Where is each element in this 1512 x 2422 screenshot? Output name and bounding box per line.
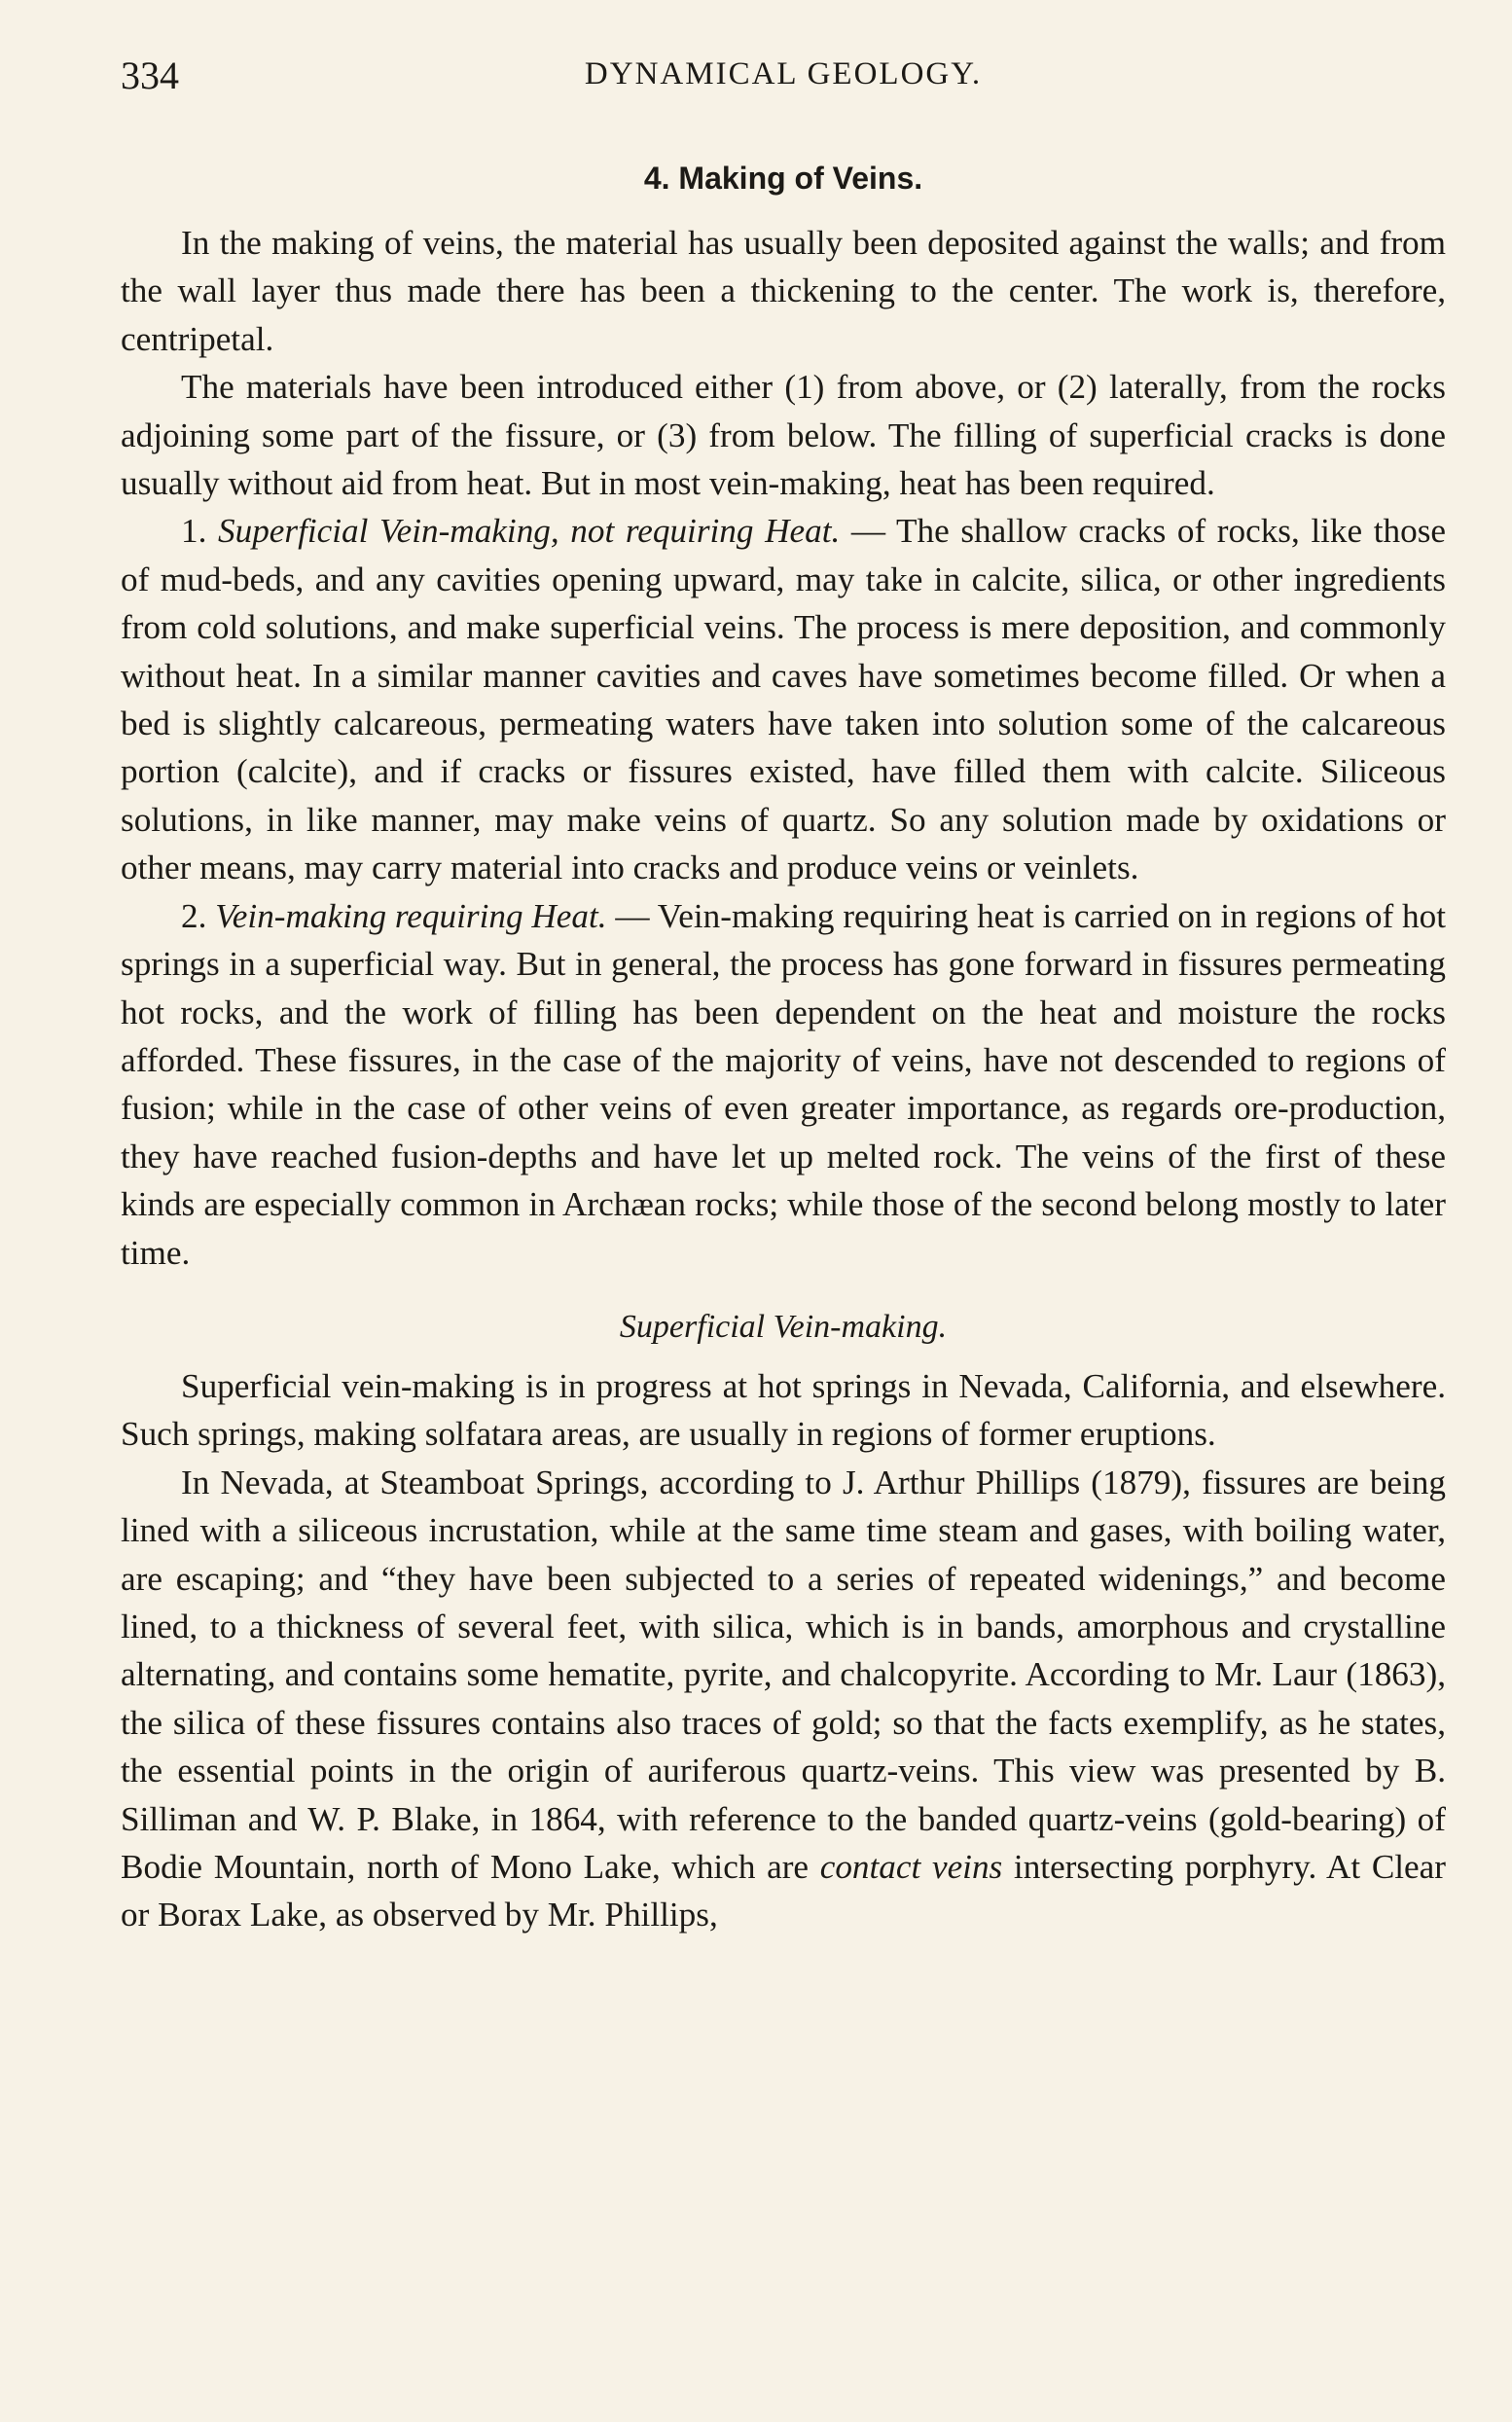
paragraph-text: intersecting porphyry. At Clear or Borax Lake, as observed by Mr. Phillips, bbox=[121, 1848, 1447, 1934]
item-body: — The shallow cracks of rocks, like those of mud-beds, and any cavities opening upward, may take in calcite, silica, or other ingredients from cold solutions, and make superficial veins. The process is mere deposition, and commonly without heat. In a similar manner cavities and caves have sometimes become filled. Or when a bed is slightly calcareous, permeating waters have taken into solution some of the calcareous portion (calcite), and if cracks or fissures existed, have filled them with calcite. Siliceous solutions, in like manner, may make veins of quartz. So any solution made by oxidations or other means, may carry material into cracks and produce veins or veinlets. bbox=[121, 512, 1447, 887]
emphasis-contact-veins: contact veins bbox=[819, 1848, 1003, 1886]
item-body: — Vein-making requiring heat is carried on in regions of hot springs in a superficial way. But in general, the process has gone forward in fissures permeating hot rocks, and the work of filling has been dependent on the heat and moisture the rocks afforded. These fissures, in the case of the majority of veins, have not descended to regions of fusion; while in the case of other veins of even greater importance, as regards ore-production, they have reached fusion-depths and have let up melted rock. The veins of the first of these kinds are especially common in Archæan rocks; while those of the second belong mostly to later time. bbox=[121, 896, 1447, 1272]
paragraph-steamboat-springs bbox=[121, 1459, 1446, 1939]
paragraph-hot-springs: Superficial vein-making is in progress at hot springs in Nevada, California, and elsewhere. Such springs, making solfatara areas, are usually in regions of former eruptions. bbox=[121, 1366, 1446, 1454]
paragraph-materials-sources: The materials have been introduced either (1) from above, or (2) laterally, from the rocks adjoining some part of the fissure, or (3) from below. The filling of superficial cracks is done usually without aid from heat. But in most vein-making, heat has been required. bbox=[121, 368, 1446, 503]
book-page bbox=[121, 49, 1446, 1939]
section-heading: 4. Making of Veins. bbox=[643, 161, 923, 196]
paragraph-superficial-no-heat bbox=[121, 507, 1446, 891]
page-number: 334 bbox=[121, 54, 179, 97]
running-head bbox=[121, 49, 1446, 107]
item-number: 2. bbox=[181, 896, 207, 935]
running-title: DYNAMICAL GEOLOGY. bbox=[584, 56, 983, 91]
paragraph-requiring-heat bbox=[121, 892, 1446, 1277]
paragraph-centripetal: In the making of veins, the material has usually been deposited against the walls; and from the wall layer thus made there has been a thickening to the center. The work is, therefore, centripetal. bbox=[121, 224, 1446, 358]
subsection-heading: Superficial Vein-making. bbox=[619, 1308, 948, 1345]
item-title: Vein-making requiring Heat. bbox=[215, 896, 607, 935]
paragraph-text: In Nevada, at Steamboat Springs, according to J. Arthur Phillips (1879), fissures are being lined with a siliceous incrustation, while at the same time steam and gases, with boiling water, are escaping; and “they have been subjected to a series of repeated widenings,” and become lined, to a thickness of several feet, with silica, which is in bands, amorphous and crystalline alternating, and contains some hematite, pyrite, and chalcopyrite. According to Mr. Laur (1863), the silica of these fissures contains also traces of gold; so that the facts exemplify, as he states, the essential points in the origin of auriferous quartz-veins. This view was presented by B. Silliman and W. P. Blake, in 1864, with reference to the banded quartz-veins (gold-bearing) of Bodie Mountain, north of Mono Lake, which are bbox=[121, 1463, 1446, 1886]
item-number: 1. bbox=[181, 512, 207, 551]
item-title: Superficial Vein-making, not requiring Heat. bbox=[218, 512, 841, 551]
